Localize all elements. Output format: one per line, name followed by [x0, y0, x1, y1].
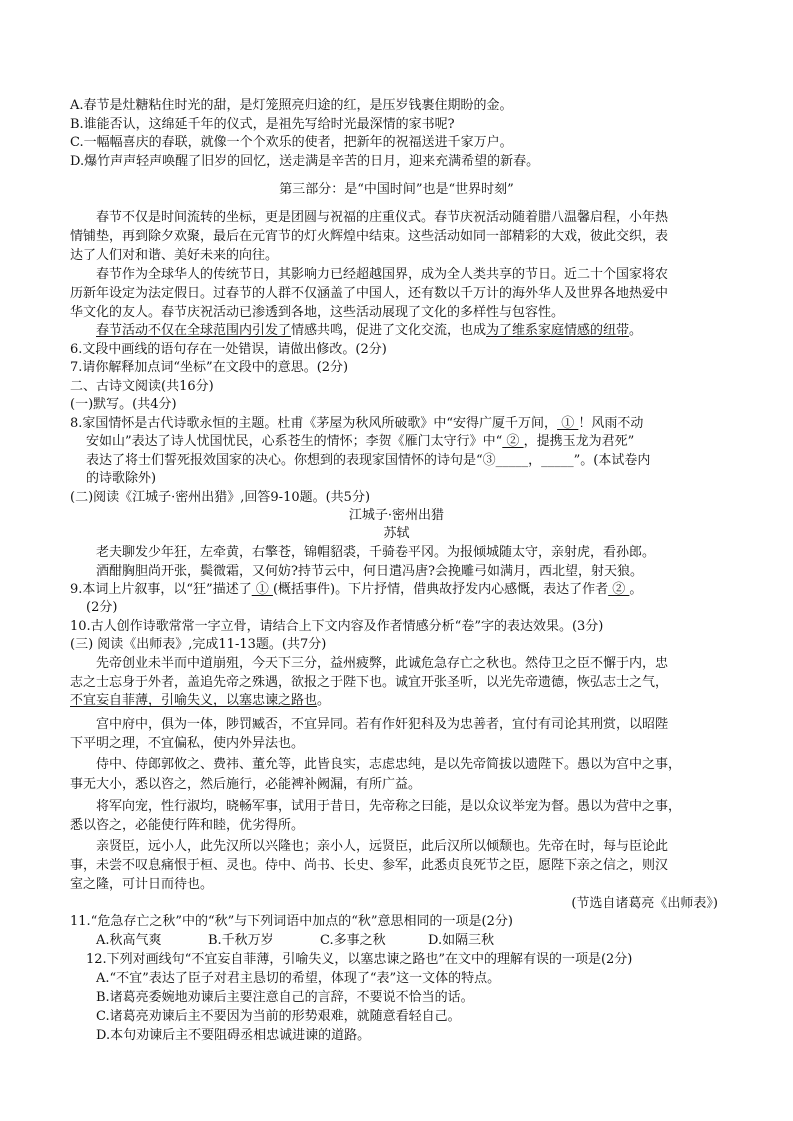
poem-line2: 酒酣胸胆尚开张，鬓微霜，又何妨?持节云中，何日遣冯唐?会挽雕弓如满月，西北望，射天狼。 [96, 564, 643, 579]
prose-para1-line3 [70, 692, 330, 709]
q9-blank-2: ② [608, 582, 630, 597]
question-8-line1 [70, 415, 643, 432]
prose-para4-line2: 悉以咨之，必能使行阵和睦，优劣得所。 [70, 818, 305, 833]
q8-text-d: ，提携玉龙为君死” [523, 434, 635, 449]
option-d: D.爆竹声声轻声唤醒了旧岁的回忆，送走满是辛苦的日月，迎来充满希望的新春。 [70, 154, 540, 169]
question-12-option-b: B.诸葛亮委婉地劝谏后主要注意自己的言辞，不要说不恰当的话。 [96, 990, 474, 1005]
underlined-sentence-part1: 春节活动不仅在全球范围内引发了 [96, 323, 292, 338]
part3-para1-line2: 情铺垫，再到除夕欢聚，最后在元宵节的灯火辉煌中结束。这些活动如同一部精彩的大戏，彼此交织，表 [70, 229, 669, 244]
question-8-line3: 表达了将士们誓死报效国家的决心。你想到的表现家国情怀的诗句是“③_____，_____”。(本试卷内 [86, 453, 651, 468]
subsection-prose-reading: (三) 阅读《出师表》,完成11-13题。(共7分) [70, 637, 327, 652]
prose-para2-line2: 下平明之理，不宜偏私，使内外异法也。 [70, 736, 305, 751]
part3-para1-line1: 春节不仅是时间流转的坐标，更是团圆与祝福的庄重仪式。春节庆祝活动随着腊八温馨启程，小年热 [96, 210, 669, 225]
prose-para3-line1: 侍中、侍郎郭攸之、费祎、董允等，此皆良实，志虑忠纯，是以先帝简拔以遗陛下。愚以为宫中之事， [96, 757, 682, 772]
q9-text-c: 。 [629, 582, 643, 597]
question-8-line2 [86, 433, 634, 450]
part3-para2-line1: 春节作为全球华人的传统节日，其影响力已经超越国界，成为全人类共享的节日。近二十个国家将农 [96, 267, 669, 282]
question-7: 7.请你解释加点词“坐标”在文段中的意思。(2分) [70, 360, 349, 375]
q8-blank-1: ① [557, 416, 579, 431]
question-12-option-d: D.本句劝谏后主不要阻碍丞相忠诚进谏的道路。 [96, 1028, 371, 1043]
prose-para1-line1: 先帝创业未半而中道崩殂，今天下三分，益州疲弊，此诚危急存亡之秋也。然侍卫之臣不懈于内，忠 [96, 656, 669, 671]
question-10: 10.古人创作诗歌常常一字立骨，请结合上下文内容及作者情感分析“卷”字的表达效果。(3分) [70, 619, 604, 634]
question-11-option-b: B.千秋万岁 [208, 933, 274, 948]
question-12-option-c: C.诸葛亮劝谏后主不要因为当前的形势艰难，就随意看轻自己。 [96, 1009, 461, 1024]
poem-line1: 老夫聊发少年狂，左牵黄，右擎苍，锦帽貂裘，千骑卷平冈。为报倾城随太守，亲射虎，看孙郎。 [96, 545, 656, 560]
prose-para3-line2: 事无大小，悉以咨之，然后施行，必能裨补阙漏，有所广益。 [70, 777, 422, 792]
question-8-line4: 的诗歌除外) [86, 471, 157, 486]
q8-blank-2: ② [502, 434, 524, 449]
prose-para4-line1: 将军向宠，性行淑均，晓畅军事，试用于昔日，先帝称之曰能，是以众议举宠为督。愚以为营中之事， [96, 799, 682, 814]
option-b: B.谁能否认，这绵延千年的仪式，是祖先写给时光最深情的家书呢? [70, 117, 455, 132]
part3-para2-line3: 华文化的友人。春节庆祝活动已渗透到各地，这些活动展现了文化的多样性与包容性。 [70, 305, 565, 320]
subsection-poem-reading: (二)阅读《江城子·密州出猎》,回答9-10题。(共5分) [70, 490, 371, 505]
q9-blank-1: ① [251, 582, 273, 597]
option-c: C.一幅幅喜庆的春联，就像一个个欢乐的使者，把新年的祝福送进千家万户。 [70, 135, 513, 150]
prose-para5-line2: 事，未尝不叹息痛恨于桓、灵也。侍中、尚书、长史、参军，此悉贞良死节之臣，愿陛下亲之信之，则汉 [70, 858, 669, 873]
q8-text-a: 8.家国情怀是古代诗歌永恒的主题。杜甫《茅屋为秋风所破歌》中“安得广厦千万间， [70, 416, 558, 431]
prose-para1-line2: 志之士忘身于外者，盖追先帝之殊遇，欲报之于陛下也。诚宜开张圣听，以光先帝遗德，恢弘志士之气， [70, 675, 669, 690]
part3-para2-line2: 历新年设定为法定假日。过春节的人群不仅涵盖了中国人，还有数以千万计的海外华人及世界各地热爱中 [70, 286, 669, 301]
question-11-option-c: C.多事之秋 [320, 933, 386, 948]
question-11-option-a: A.秋高气爽 [96, 933, 162, 948]
q8-text-b: ！风雨不动 [578, 416, 644, 431]
underlined-sentence-part2: 为了维系家庭情感的纽带 [486, 323, 630, 338]
sentence-end: 。 [629, 323, 643, 338]
q9-text-a: 9.本词上片叙事，以“狂”描述了 [70, 582, 252, 597]
q8-text-c: 安如山”表达了诗人忧国忧民，心系苍生的情怀；李贺《雁门太守行》中“ [86, 434, 503, 449]
poem-author: 苏轼 [383, 526, 410, 541]
option-a: A.春节是灶糖粘住时光的甜，是灯笼照亮归途的红，是压岁钱裹住期盼的金。 [70, 98, 513, 113]
prose-underlined-sentence: 不宜妄自菲薄，引喻失义，以塞忠谏之路也 [70, 693, 318, 708]
question-9 [70, 581, 642, 598]
prose-source: (节选自诸葛亮《出师表》) [571, 896, 718, 911]
question-6: 6.文段中画线的语句存在一处错误，请做出修改。(2分) [70, 342, 387, 357]
prose-para2-line1: 宫中府中，俱为一体，陟罚臧否，不宜异同。若有作奸犯科及为忠善者，宜付有司论其刑赏，以昭陛 [96, 717, 669, 732]
question-12: 12.下列对画线句“不宜妄自菲薄，引喻失义，以塞忠谏之路也”在文中的理解有误的一项是(2分) [86, 952, 633, 967]
part3-title: 第三部分：是“中国时间”也是“世界时刻” [279, 182, 514, 197]
question-12-option-a: A.“不宜”表达了臣子对君主恳切的希望，体现了“表”这一文体的特点。 [96, 971, 501, 986]
sentence-middle: 情感共鸣，促进了文化交流，也成 [291, 323, 487, 338]
prose-para5-line1: 亲贤臣，远小人，此先汉所以兴隆也；亲小人，远贤臣，此后汉所以倾颓也。先帝在时，每与臣论此 [96, 839, 669, 854]
prose-sentence-end: 。 [317, 693, 331, 708]
question-9-score: (2分) [86, 600, 118, 615]
section-heading-poetry: 二、古诗文阅读(共16分) [70, 379, 214, 394]
question-11-option-d: D.如隔三秋 [428, 933, 495, 948]
subsection-dictation: (一)默写。(共4分) [70, 397, 177, 412]
q9-text-b: (概括事件)。下片抒情，借典故抒发内心感慨，表达了作者 [272, 582, 609, 597]
part3-para1-line3: 达了人们对和谐、美好未来的向往。 [70, 248, 279, 263]
prose-para5-line3: 室之隆，可计日而待也。 [70, 877, 214, 892]
poem-title: 江城子·密州出猎 [348, 508, 445, 523]
part3-para3 [96, 322, 642, 339]
question-11: 11.“危急存亡之秋”中的“秋”与下列词语中加点的“秋”意思相同的一项是(2分) [70, 914, 513, 929]
